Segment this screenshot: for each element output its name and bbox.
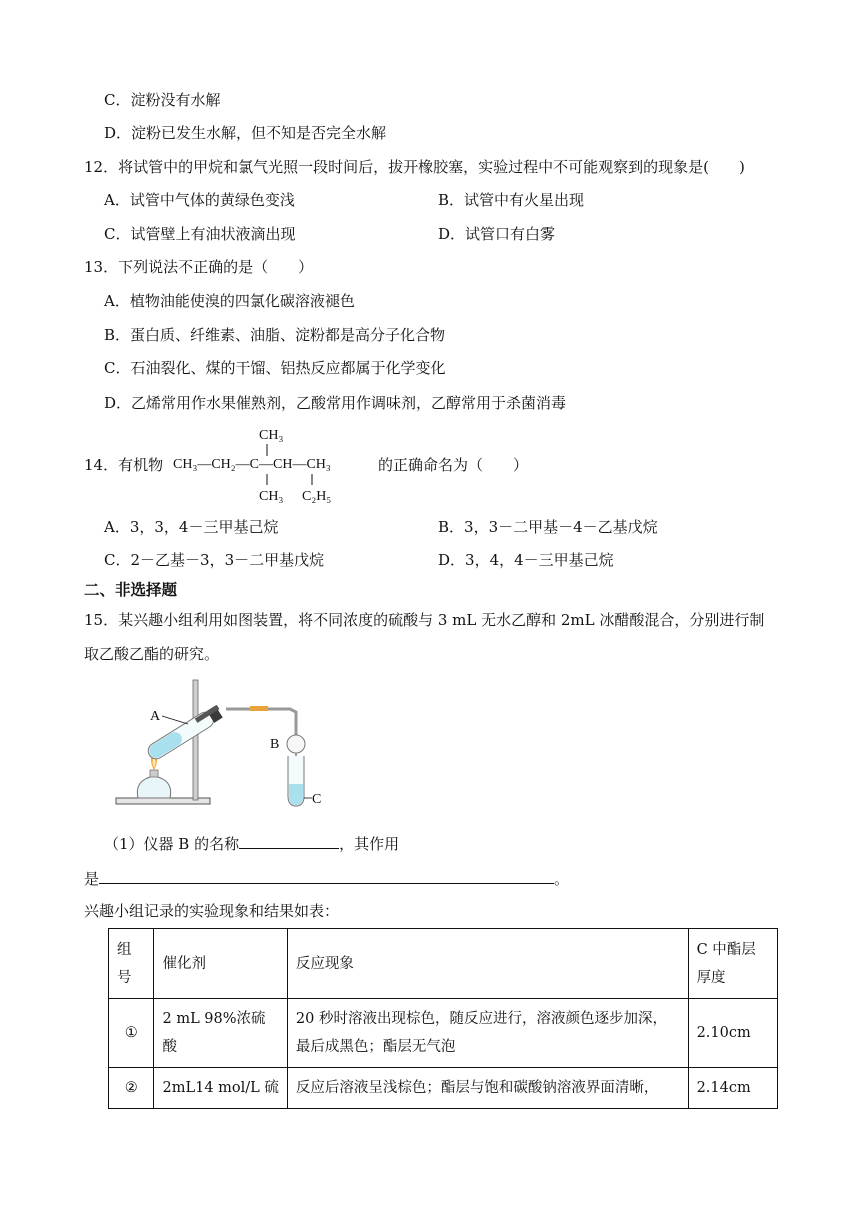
q11-option-d: D．淀粉已发生水解，但不知是否完全水解 xyxy=(104,124,387,142)
table-intro: 兴趣小组记录的实验现象和结果如表： xyxy=(84,902,340,920)
q15-sub1-label-2: ，其作用 xyxy=(339,835,400,853)
row-thickness: 2.14cm xyxy=(688,1068,777,1109)
row-thickness: 2.10cm xyxy=(688,999,777,1068)
q13-option-a: A．植物油能使溴的四氯化碳溶液褪色 xyxy=(104,292,355,310)
apparatus-figure xyxy=(110,676,350,812)
formula-bottom-substituent-2: C₂H₅ xyxy=(302,489,332,504)
q12-option-b: B．试管中有火星出现 xyxy=(438,191,585,209)
formula-top-substituent: CH₃ xyxy=(259,428,284,443)
label-a: A xyxy=(150,709,161,724)
q13-option-c: C．石油裂化、煤的干馏、铝热反应都属于化学变化 xyxy=(104,359,446,377)
q15-stem-line2: 取乙酸乙酯的研究。 xyxy=(84,645,220,663)
q11-option-c: C．淀粉没有水解 xyxy=(104,91,221,109)
row-catalyst: 2 mL 98%浓硫酸 xyxy=(154,999,287,1068)
q12-option-d: D．试管口有白雾 xyxy=(438,225,556,243)
q13-option-d: D．乙烯常用作水果催熟剂，乙酸常用作调味剂，乙醇常用于杀菌消毒 xyxy=(104,394,567,412)
q12-option-a: A．试管中气体的黄绿色变浅 xyxy=(104,191,295,209)
label-c: C xyxy=(312,792,322,807)
q14-option-a: A．3，3，4－三甲基己烷 xyxy=(104,518,279,536)
table-header-row xyxy=(109,929,778,999)
answer-blank-1[interactable] xyxy=(239,833,339,849)
q13-option-b: B．蛋白质、纤维素、油脂、淀粉都是高分子化合物 xyxy=(104,326,446,344)
label-b: B xyxy=(270,737,280,752)
row-phenomenon: 20 秒时溶液出现棕色，随反应进行，溶液颜色逐步加深，最后成黑色；酯层无气泡 xyxy=(287,999,688,1068)
results-table xyxy=(108,928,778,1109)
q14-option-c: C．2－乙基－3，3－二甲基戊烷 xyxy=(104,551,325,569)
answer-blank-2[interactable] xyxy=(99,868,554,884)
row-phenomenon: 反应后溶液呈浅棕色；酯层与饱和碳酸钠溶液界面清晰， xyxy=(287,1068,688,1109)
q15-sub1-shi: 是 xyxy=(84,870,100,888)
q15-sub1-line2 xyxy=(84,868,569,889)
q14-prefix: 14．有机物 xyxy=(84,456,164,474)
q15-sub1-label: （1）仪器 B 的名称 xyxy=(104,835,240,853)
row-group-no: ① xyxy=(109,999,154,1068)
row-catalyst: 2mL14 mol/L 硫 xyxy=(154,1068,287,1109)
q15-sub1-period: 。 xyxy=(554,870,570,888)
q13-stem: 13．下列说法不正确的是（ ） xyxy=(84,258,314,276)
formula-main-chain: CH₃—CH₂—C—CH—CH₃ xyxy=(173,457,331,472)
table-row xyxy=(109,1068,778,1109)
q14-suffix: 的正确命名为（ ） xyxy=(378,456,529,474)
formula-bottom-substituent-1: CH₃ xyxy=(259,489,284,504)
q12-stem: 12．将试管中的甲烷和氯气光照一段时间后，拔开橡胶塞，实验过程中不可能观察到的现象是( ) xyxy=(84,158,745,176)
header-catalyst: 催化剂 xyxy=(154,929,287,999)
row-group-no: ② xyxy=(109,1068,154,1109)
q14-option-d: D．3，4，4－三甲基己烷 xyxy=(438,551,614,569)
q12-option-c: C．试管壁上有油状液滴出现 xyxy=(104,225,296,243)
header-phenomenon: 反应现象 xyxy=(287,929,688,999)
header-thickness: C 中酯层厚度 xyxy=(688,929,777,999)
section-title: 二、非选择题 xyxy=(84,581,178,599)
q14-option-b: B．3，3－二甲基－4－乙基戊烷 xyxy=(438,518,658,536)
structural-formula xyxy=(173,423,373,505)
header-group-no: 组号 xyxy=(109,929,154,999)
q15-sub1-line1 xyxy=(104,833,399,854)
q15-stem-line1: 15．某兴趣小组利用如图装置，将不同浓度的硫酸与 3 mL 无水乙醇和 2mL 冰醋酸混合，分别进行制 xyxy=(84,611,765,629)
table-row xyxy=(109,999,778,1068)
